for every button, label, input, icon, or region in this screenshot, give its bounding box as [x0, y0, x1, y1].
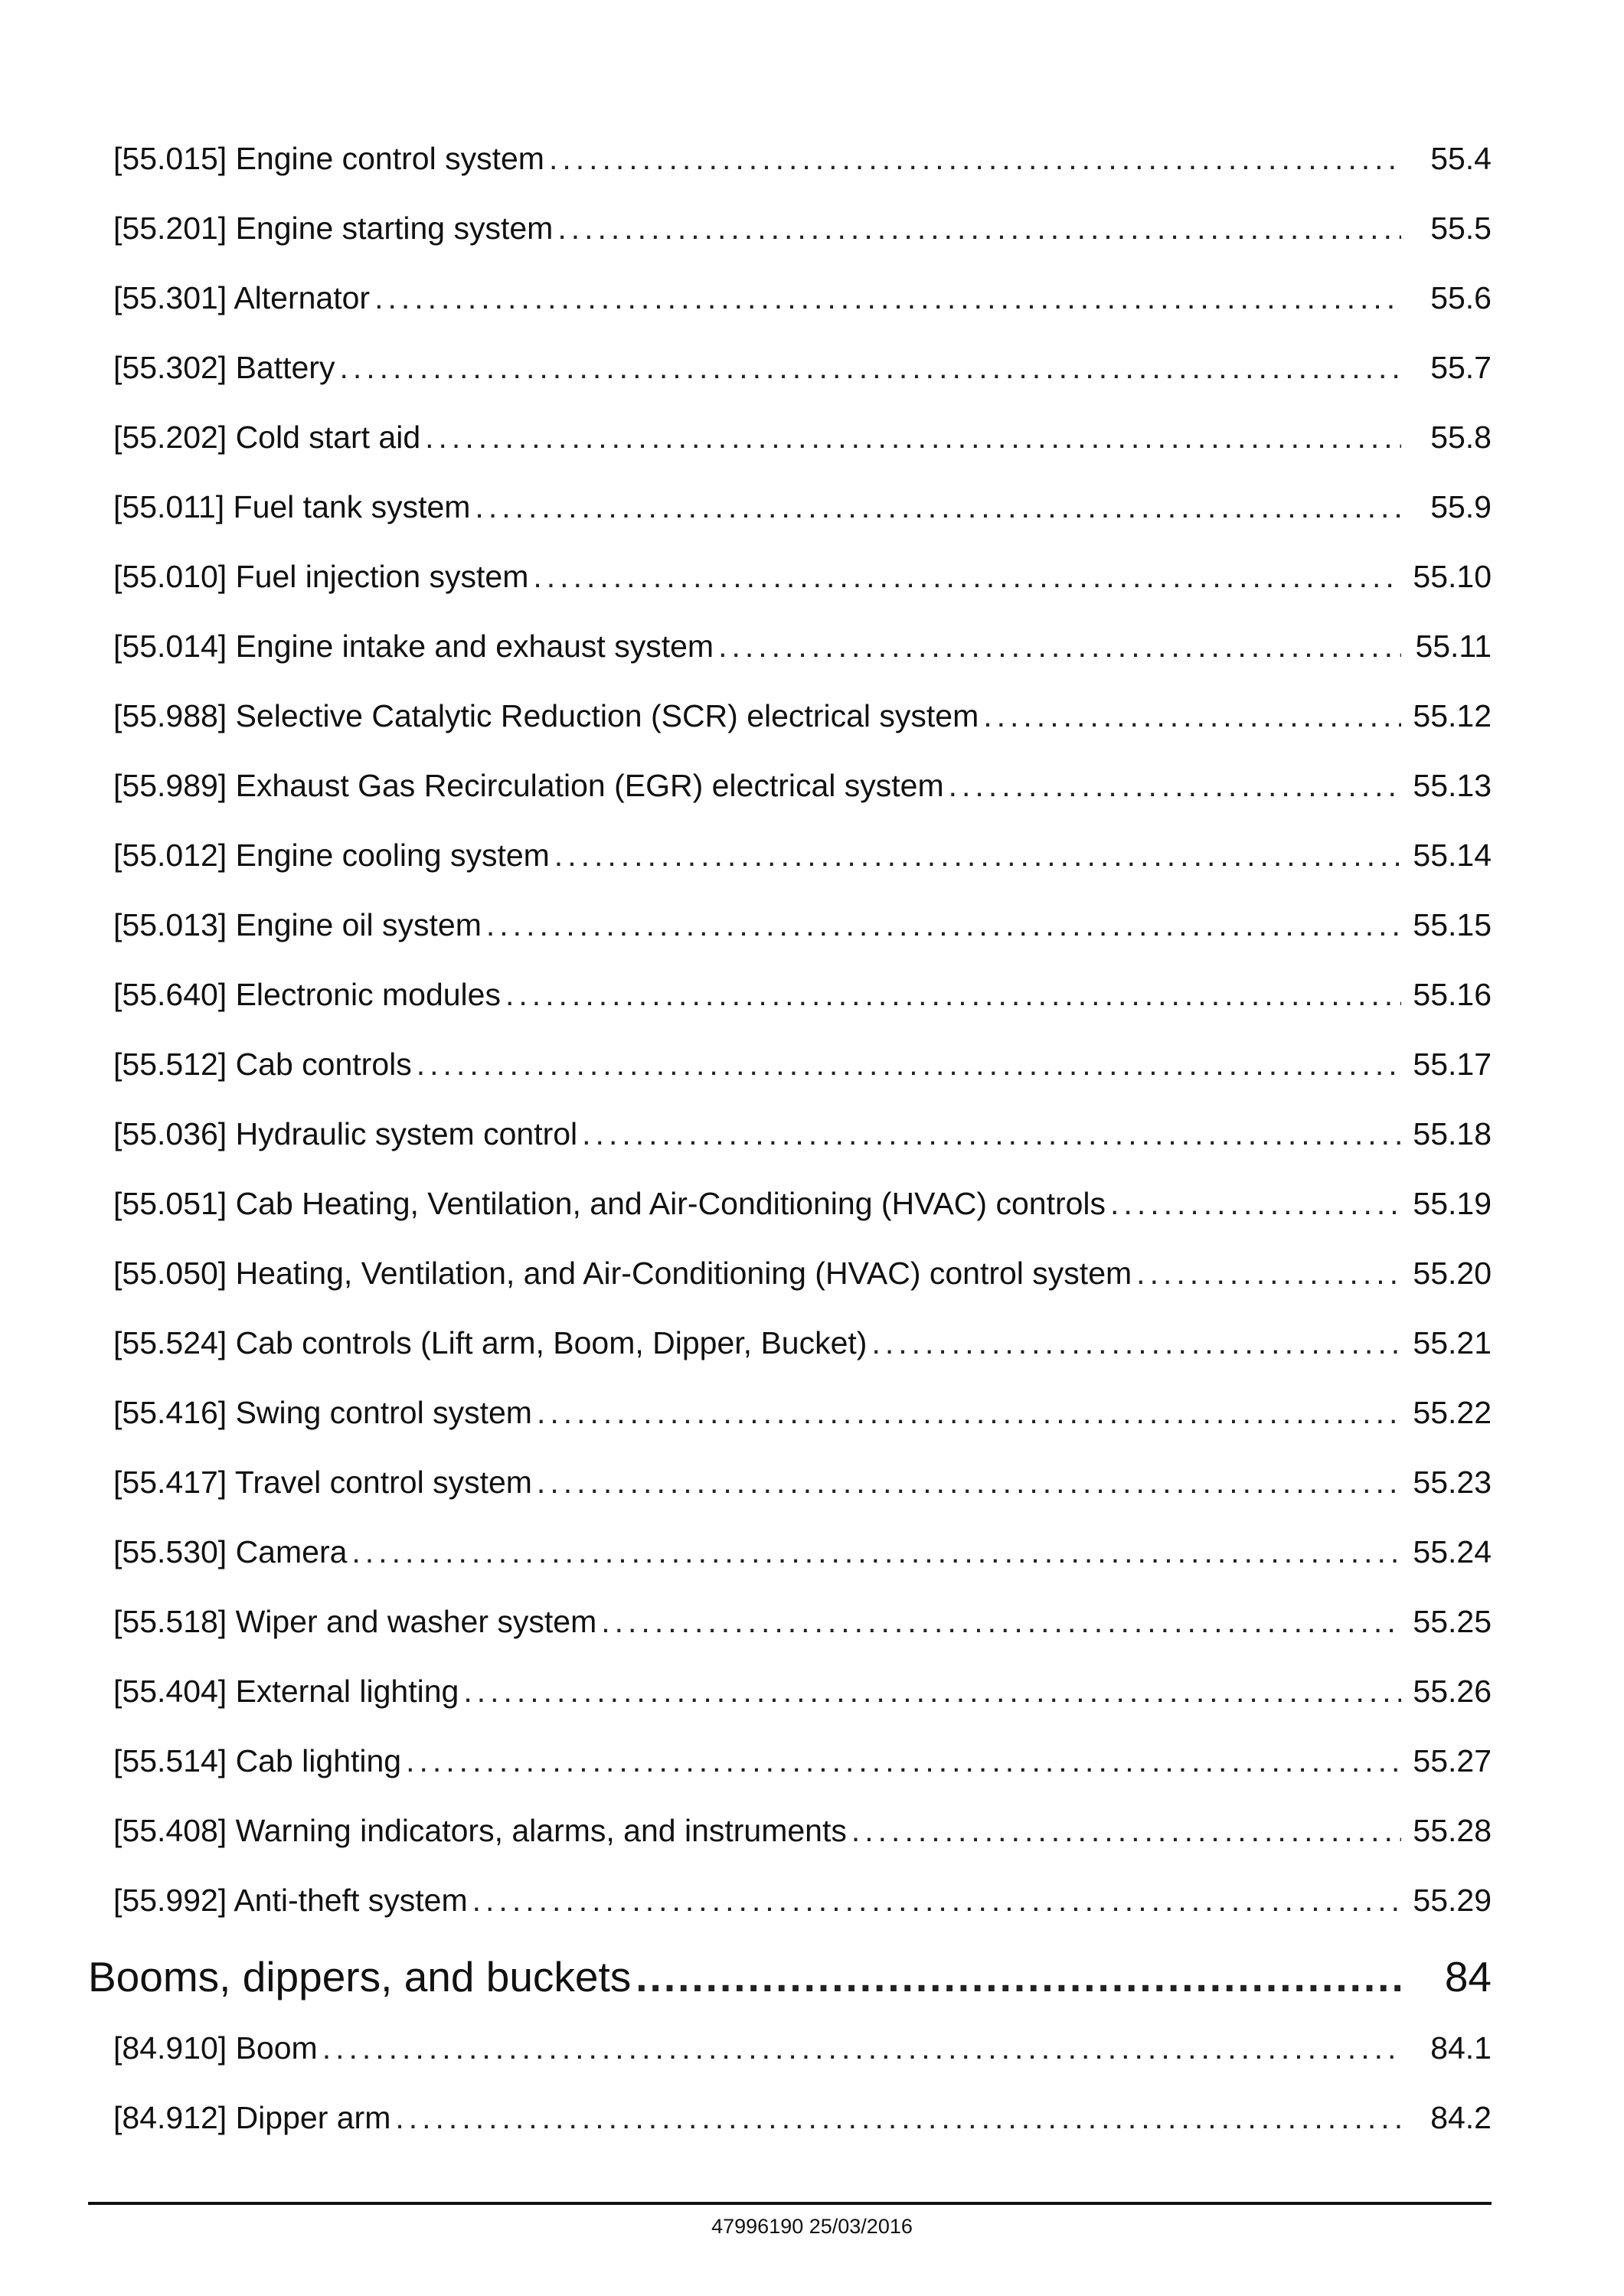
- toc-entry-label: [55.512] Cab controls: [113, 1047, 412, 1082]
- toc-dot-leader: [537, 1460, 1401, 1504]
- footer-doc-id: 47996190 25/03/2016: [711, 2215, 913, 2238]
- toc-dot-leader: [395, 2095, 1401, 2140]
- toc-dot-leader: [949, 763, 1401, 808]
- toc-dot-leader: [537, 1390, 1401, 1435]
- toc-section-list: [113, 136, 1492, 1948]
- toc-entry-label: [55.010] Fuel injection system: [113, 559, 529, 594]
- toc-entry-label: [55.408] Warning indicators, alarms, and instruments: [113, 1813, 847, 1848]
- toc-dot-leader: [1136, 1251, 1401, 1295]
- toc-entry[interactable]: [113, 1460, 1492, 1530]
- toc-entry[interactable]: [113, 763, 1492, 833]
- toc-entry[interactable]: [113, 624, 1492, 694]
- toc-entry-label: [55.051] Cab Heating, Ventilation, and Air-Conditioning (HVAC) controls: [113, 1186, 1106, 1221]
- toc-entry-label: [55.011] Fuel tank system: [113, 489, 471, 524]
- toc-entry[interactable]: [113, 1181, 1492, 1251]
- toc-entry-page: 55.26: [1413, 1674, 1492, 1709]
- toc-entry-page: 55.18: [1413, 1116, 1492, 1151]
- toc-entry-page: 55.15: [1413, 907, 1492, 942]
- toc-dot-leader: [636, 1948, 1401, 2006]
- toc-entry-label: [84.912] Dipper arm: [113, 2100, 391, 2135]
- toc-entry[interactable]: [113, 2026, 1492, 2095]
- toc-dot-leader: [851, 1808, 1401, 1853]
- toc-dot-leader: [718, 624, 1401, 668]
- toc-entry[interactable]: [113, 345, 1492, 415]
- toc-dot-leader: [549, 136, 1401, 181]
- toc-dot-leader: [983, 694, 1401, 738]
- toc-entry-label: [55.992] Anti-theft system: [113, 1883, 468, 1918]
- toc-entry-page: 55.25: [1413, 1604, 1492, 1639]
- toc-entry[interactable]: [113, 1878, 1492, 1948]
- toc-entry[interactable]: [113, 1599, 1492, 1669]
- toc-dot-leader: [339, 345, 1401, 390]
- toc-entry-label: [55.404] External lighting: [113, 1674, 459, 1709]
- toc-entry-page: 55.9: [1430, 489, 1492, 524]
- toc-entry[interactable]: [113, 1042, 1492, 1112]
- toc-entry[interactable]: [113, 1390, 1492, 1460]
- toc-entry-label: [55.524] Cab controls (Lift arm, Boom, Dipper, Bucket): [113, 1325, 868, 1360]
- toc-entry[interactable]: [113, 136, 1492, 206]
- toc-entry[interactable]: [113, 1321, 1492, 1390]
- toc-entry-page: 55.20: [1413, 1256, 1492, 1291]
- toc-entry[interactable]: [113, 694, 1492, 763]
- toc-dot-leader: [374, 276, 1401, 320]
- toc-entry-label: [55.301] Alternator: [113, 280, 371, 315]
- toc-entry[interactable]: [113, 2095, 1492, 2165]
- toc-entry[interactable]: [113, 1251, 1492, 1321]
- toc-entry-label: [55.013] Engine oil system: [113, 907, 482, 942]
- toc-entry[interactable]: [113, 972, 1492, 1042]
- toc-dot-leader: [425, 415, 1401, 459]
- toc-entry-page: 55.19: [1413, 1186, 1492, 1221]
- toc-entry-label: [55.050] Heating, Ventilation, and Air-Conditioning (HVAC) control system: [113, 1256, 1132, 1291]
- footer-rule: [88, 2202, 1492, 2205]
- toc-entry-page: 55.12: [1413, 698, 1492, 733]
- toc-entry-page: 55.6: [1430, 280, 1492, 315]
- toc-entry[interactable]: [113, 1739, 1492, 1808]
- toc-entry-page: 55.10: [1413, 559, 1492, 594]
- toc-dot-leader: [871, 1321, 1401, 1365]
- toc-chapter-row[interactable]: [88, 1948, 1492, 2026]
- toc-dot-leader: [351, 1530, 1401, 1574]
- toc-entry[interactable]: [113, 1530, 1492, 1599]
- toc-entry[interactable]: [113, 206, 1492, 276]
- toc-entry-page: 55.4: [1430, 141, 1492, 176]
- toc-entry[interactable]: [113, 1808, 1492, 1878]
- toc-entry-page: 55.13: [1413, 768, 1492, 803]
- toc-dot-leader: [601, 1599, 1401, 1644]
- toc-dot-leader: [417, 1042, 1401, 1086]
- toc-entry-page: 55.22: [1413, 1395, 1492, 1430]
- toc-dot-leader: [505, 972, 1401, 1017]
- toc-entry-page: 55.29: [1413, 1883, 1492, 1918]
- toc-entry-page: 55.7: [1430, 350, 1492, 385]
- toc-entry-page: 55.8: [1430, 420, 1492, 455]
- toc-dot-leader: [582, 1112, 1401, 1156]
- toc-entry-label: [84.910] Boom: [113, 2030, 318, 2066]
- toc-chapter-title: Booms, dippers, and buckets: [88, 1953, 632, 2000]
- toc-dot-leader: [475, 485, 1401, 529]
- toc-entry-page: 84.1: [1430, 2030, 1492, 2066]
- toc-entry-page: 55.27: [1413, 1743, 1492, 1778]
- toc-entry-label: [55.518] Wiper and washer system: [113, 1604, 597, 1639]
- toc-entry[interactable]: [113, 903, 1492, 972]
- toc-dot-leader: [406, 1739, 1401, 1783]
- toc-entry-label: [55.514] Cab lighting: [113, 1743, 402, 1778]
- toc-entry-label: [55.989] Exhaust Gas Recirculation (EGR) electrical system: [113, 768, 944, 803]
- toc-chapter-section-list: [113, 2026, 1492, 2165]
- toc-dot-leader: [557, 206, 1401, 250]
- toc-entry[interactable]: [113, 554, 1492, 624]
- toc-entry-label: [55.640] Electronic modules: [113, 977, 501, 1012]
- toc-entry-page: 55.23: [1413, 1465, 1492, 1500]
- toc-entry[interactable]: [113, 833, 1492, 903]
- toc-dot-leader: [533, 554, 1401, 599]
- toc-entry-label: [55.202] Cold start aid: [113, 420, 421, 455]
- toc-entry-page: 55.5: [1430, 211, 1492, 246]
- toc-entry-page: 55.28: [1413, 1813, 1492, 1848]
- toc-entry-label: [55.530] Camera: [113, 1534, 348, 1569]
- toc-entry-label: [55.201] Engine starting system: [113, 211, 554, 246]
- table-of-contents: [88, 136, 1492, 2165]
- toc-entry-page: 55.17: [1413, 1047, 1492, 1082]
- toc-entry-label: [55.012] Engine cooling system: [113, 838, 550, 873]
- toc-dot-leader: [554, 833, 1401, 877]
- toc-entry-label: [55.416] Swing control system: [113, 1395, 532, 1430]
- toc-entry-page: 84.2: [1430, 2100, 1492, 2135]
- toc-entry[interactable]: [113, 276, 1492, 345]
- toc-dot-leader: [486, 903, 1401, 947]
- toc-entry-page: 55.14: [1413, 838, 1492, 873]
- toc-dot-leader: [322, 2026, 1401, 2070]
- toc-dot-leader: [1110, 1181, 1401, 1226]
- toc-entry[interactable]: [113, 1669, 1492, 1739]
- toc-dot-leader: [463, 1669, 1401, 1713]
- toc-entry[interactable]: [113, 485, 1492, 554]
- toc-entry-label: [55.036] Hydraulic system control: [113, 1116, 578, 1151]
- toc-entry-label: [55.417] Travel control system: [113, 1465, 532, 1500]
- toc-entry-label: [55.014] Engine intake and exhaust system: [113, 629, 714, 664]
- toc-entry-label: [55.015] Engine control system: [113, 141, 544, 176]
- toc-dot-leader: [472, 1878, 1401, 1922]
- toc-entry-label: [55.988] Selective Catalytic Reduction (SCR) electrical system: [113, 698, 979, 733]
- toc-entry[interactable]: [113, 415, 1492, 485]
- toc-entry-page: 55.21: [1413, 1325, 1492, 1360]
- toc-entry[interactable]: [113, 1112, 1492, 1181]
- toc-entry-page: 55.11: [1415, 629, 1492, 664]
- toc-chapter-page: 84: [1444, 1953, 1492, 2000]
- toc-entry-page: 55.24: [1413, 1534, 1492, 1569]
- toc-entry-label: [55.302] Battery: [113, 350, 335, 385]
- toc-entry-page: 55.16: [1413, 977, 1492, 1012]
